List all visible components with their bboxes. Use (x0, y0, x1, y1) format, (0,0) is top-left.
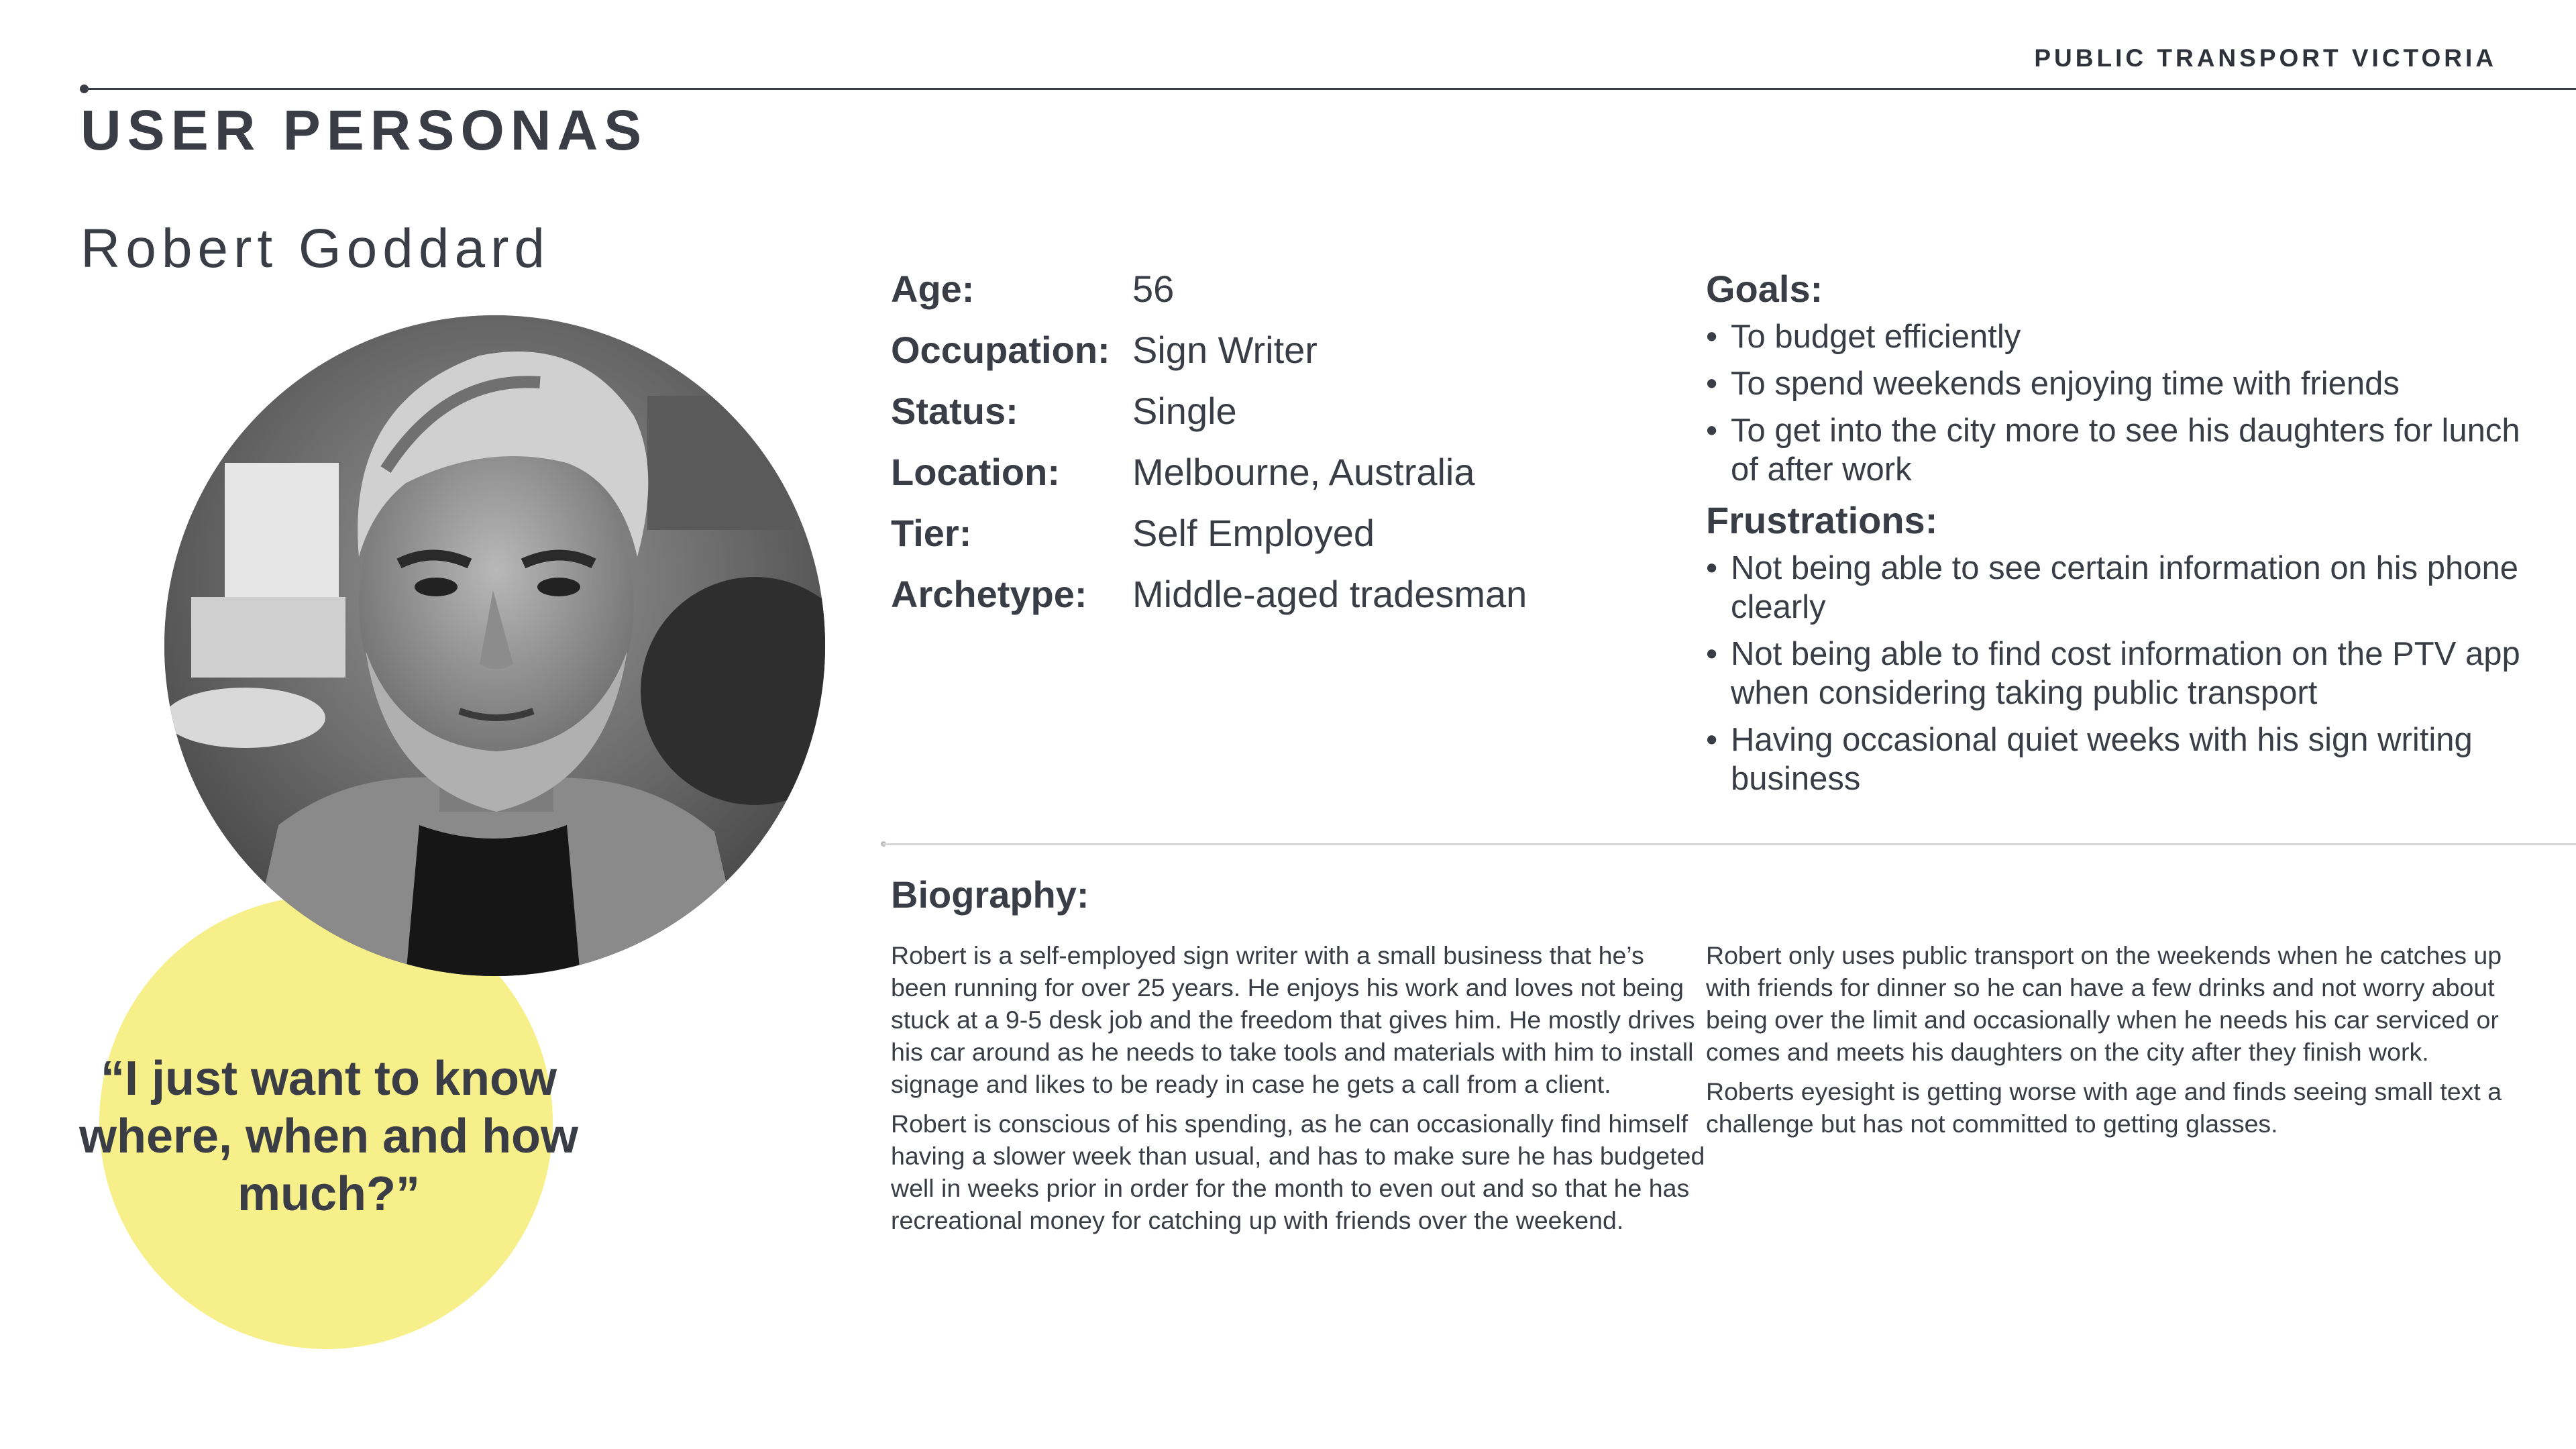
goals-heading: Goals: (1706, 268, 1823, 310)
list-item: • Having occasional quiet weeks with his sign writing business (1706, 720, 2531, 798)
detail-label-archetype: Archetype: (891, 573, 1087, 615)
person-portrait-icon (164, 315, 825, 976)
detail-label-occupation: Occupation: (891, 329, 1110, 371)
detail-label-status: Status: (891, 390, 1018, 432)
header-divider (84, 88, 2576, 90)
biography-column-right (1706, 939, 2521, 1147)
list-item: • To spend weekends enjoying time with friends (1706, 364, 2531, 403)
list-item: • Not being able to find cost information on the PTV app when considering taking public transport (1706, 635, 2531, 712)
biography-column-left (891, 939, 1706, 1244)
biography-heading: Biography: (891, 873, 1089, 916)
detail-value-status: Single (1132, 390, 1237, 432)
detail-label-tier: Tier: (891, 512, 972, 554)
list-item: • To budget efficiently (1706, 317, 2531, 356)
persona-quote: “I just want to know where, when and how much?” (78, 1052, 579, 1221)
persona-photo (164, 315, 825, 976)
persona-name: Robert Goddard (80, 218, 551, 279)
detail-value-age: 56 (1132, 268, 1175, 310)
list-item: • To get into the city more to see his daughters for lunch of after work (1706, 411, 2531, 489)
page-title: USER PERSONAS (80, 99, 648, 162)
biography-paragraph: Robert is a self-employed sign writer with a small business that he’s been running for over 25 years. He enjoys his work and loves not being stuck at a 9-5 desk job and the freedom that gives him. He mostly drives his car around as he needs to take tools and materials with him to install signage and likes to be ready in case he gets a call from a client. (891, 941, 1695, 1098)
list-item: • Not being able to see certain information on his phone clearly (1706, 549, 2531, 627)
biography-paragraph: Roberts eyesight is getting worse with age and finds seeing small text a challenge but has not committed to getting glasses. (1706, 1077, 2502, 1138)
frustrations-heading: Frustrations: (1706, 499, 1938, 541)
detail-value-location: Melbourne, Australia (1132, 451, 1475, 493)
brand-name: PUBLIC TRANSPORT VICTORIA (2034, 44, 2497, 72)
detail-value-occupation: Sign Writer (1132, 329, 1318, 371)
detail-value-tier: Self Employed (1132, 512, 1375, 554)
goals-list (1706, 317, 2531, 497)
biography-paragraph: Robert only uses public transport on the weekends when he catches up with friends for dinner so he can have a few drinks and not worry about being over the limit and occasionally when he needs his car serviced or comes and meets his daughters on the city after they finish work. (1706, 941, 2502, 1066)
detail-label-age: Age: (891, 268, 975, 310)
biography-paragraph: Robert is conscious of his spending, as he can occasionally find himself having a slower week than usual, and has to make sure he has budgeted well in weeks prior in order for the month to even out and so that he has recreational money for catching up with friends over the weekend. (891, 1110, 1705, 1234)
section-divider (883, 843, 2576, 845)
detail-value-archetype: Middle-aged tradesman (1132, 573, 1527, 615)
detail-label-location: Location: (891, 451, 1060, 493)
frustrations-list (1706, 549, 2531, 806)
